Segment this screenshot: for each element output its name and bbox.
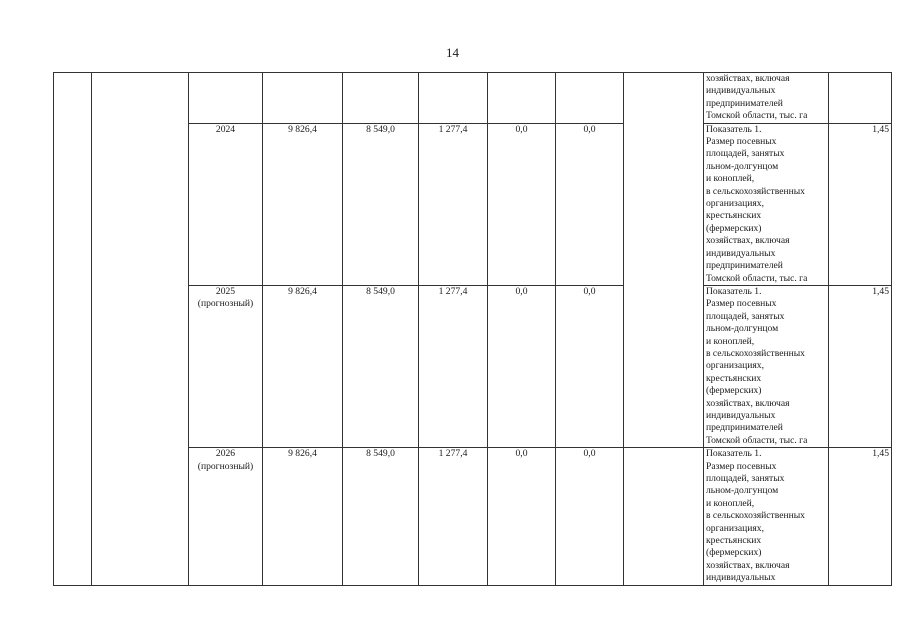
indicator-value-cell: 1,45 <box>829 285 892 447</box>
local-cell: 0,0 <box>488 285 556 447</box>
year-cell: 2026 (прогнозный) <box>189 448 263 585</box>
local-cell: 0,0 <box>488 123 556 285</box>
total-cell: 9 826,4 <box>263 448 343 585</box>
regional-cell: 1 277,4 <box>419 123 488 285</box>
local-cell: 0,0 <box>488 448 556 585</box>
total-cell <box>263 73 343 124</box>
regional-cell: 1 277,4 <box>419 448 488 585</box>
federal-cell <box>343 73 419 124</box>
other-cell: 0,0 <box>556 448 624 585</box>
page-number: 14 <box>446 45 459 60</box>
federal-cell: 8 549,0 <box>343 123 419 285</box>
indicator-cell: Показатель 1. Размер посевных площадей, занятых льном-долгунцом и коноплей, в сельскохозяйственных организациях, крестьянских (фермерских) хозяйствах, включая индивидуальных <box>704 448 829 585</box>
year-cell: 2024 <box>189 123 263 285</box>
year-cell: 2025 (прогнозный) <box>189 285 263 447</box>
merged-cell-name <box>92 73 189 586</box>
merged-cell-participant <box>624 73 704 448</box>
other-cell: 0,0 <box>556 123 624 285</box>
indicator-cell: Показатель 1. Размер посевных площадей, занятых льном-долгунцом и коноплей, в сельскохозяйственных организациях, крестьянских (фермерских) хозяйствах, включая индивидуальных предпринимателей Томской области, тыс. га <box>704 123 829 285</box>
indicator-cell: хозяйствах, включая индивидуальных предпринимателей Томской области, тыс. га <box>704 73 829 124</box>
total-cell: 9 826,4 <box>263 123 343 285</box>
regional-cell: 1 277,4 <box>419 285 488 447</box>
year-cell <box>189 73 263 124</box>
federal-cell: 8 549,0 <box>343 285 419 447</box>
total-cell: 9 826,4 <box>263 285 343 447</box>
federal-cell: 8 549,0 <box>343 448 419 585</box>
indicator-value-cell: 1,45 <box>829 123 892 285</box>
table-row <box>54 73 892 124</box>
budget-table <box>53 72 892 586</box>
indicator-cell: Показатель 1. Размер посевных площадей, занятых льном-долгунцом и коноплей, в сельскохозяйственных организациях, крестьянских (фермерских) хозяйствах, включая индивидуальных предпринимателей Томской области, тыс. га <box>704 285 829 447</box>
participant-cell <box>624 448 704 585</box>
other-cell: 0,0 <box>556 285 624 447</box>
indicator-value-cell: 1,45 <box>829 448 892 585</box>
other-cell <box>556 73 624 124</box>
regional-cell <box>419 73 488 124</box>
local-cell <box>488 73 556 124</box>
merged-cell-number <box>54 73 92 586</box>
indicator-value-cell <box>829 73 892 124</box>
